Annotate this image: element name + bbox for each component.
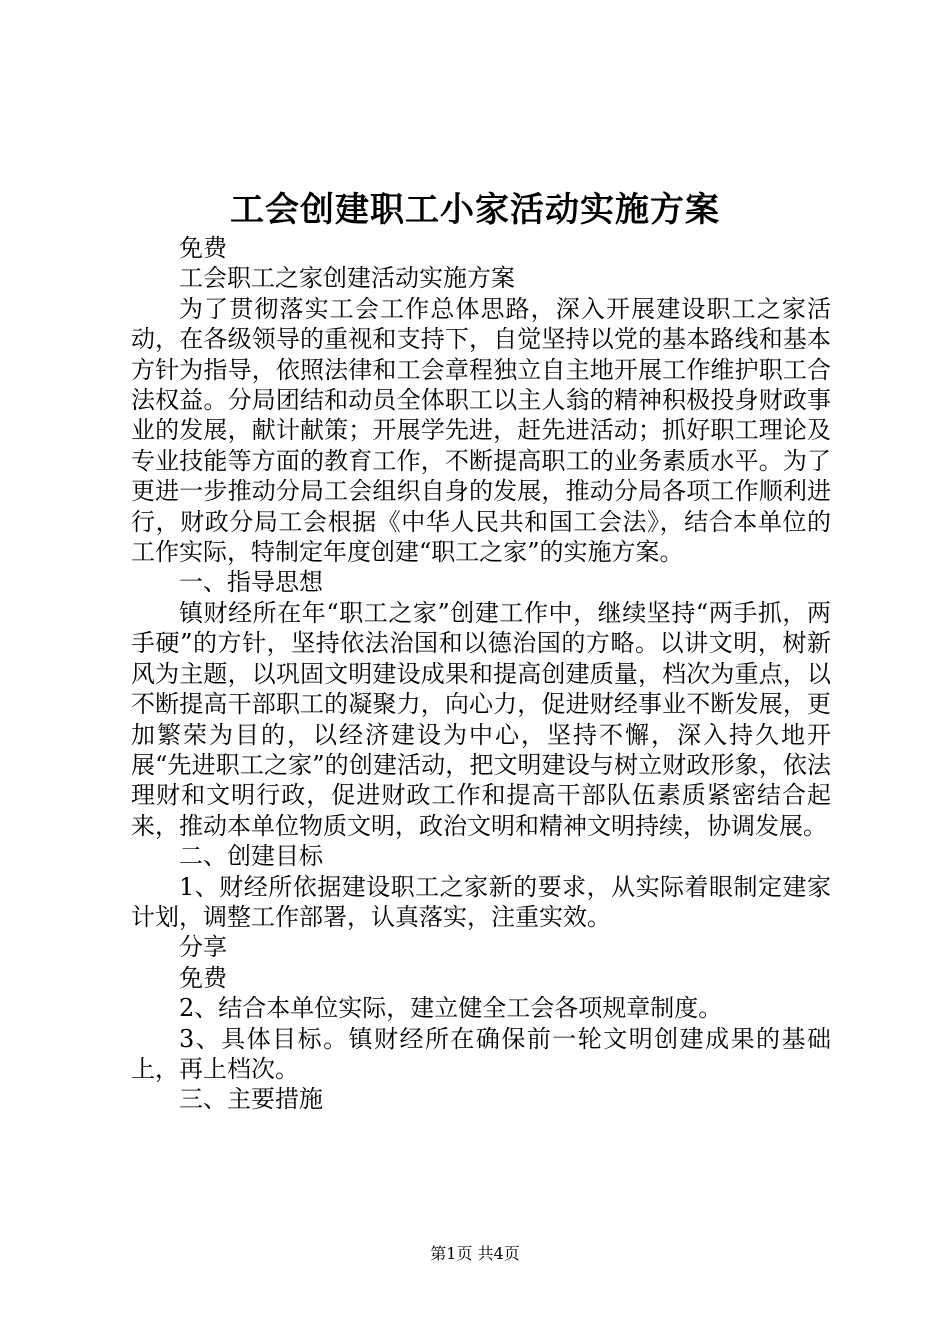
paragraph-subtitle: 工会职工之家创建活动实施方案 xyxy=(179,264,515,293)
paragraph-goal-1: 1、财经所依据建设职工之家新的要求，从实际着眼制定建家计划，调整工作部署，认真落实，注重实效。 xyxy=(131,872,831,931)
section-heading-guiding-ideology: 一、指导思想 xyxy=(179,568,323,597)
page-total: 共4页 xyxy=(477,1244,520,1263)
paragraph-guiding-ideology: 镇财经所在年“职工之家”创建工作中，继续坚持“两手抓，两手硬”的方针，坚持依法治国和以德治国的方略。以讲文明，树新风为主题，以巩固文明建设成果和提高创建质量，档次为重点，以不断提高干部职工的凝聚力，向心力，促进财经事业不断发展，更加繁荣为目的，以经济建设为中心，坚持不懈，深入持久地开展“先进职工之家”的创建活动，把文明建设与树立财政形象，依法理财和文明行政，促进财政工作和提高干部队伍素质紧密结合起来，推动本单位物质文明，政治文明和精神文明持续，协调发展。 xyxy=(131,598,831,840)
section-heading-measures: 三、主要措施 xyxy=(179,1085,323,1114)
paragraph-intro: 为了贯彻落实工会工作总体思路，深入开展建设职工之家活动，在各级领导的重视和支持下，自觉坚持以党的基本路线和基本方针为指导，依照法律和工会章程独立自主地开展工作维护职工合法权益。分局团结和动员全体职工以主人翁的精神积极投身财政事业的发展，献计献策；开展学先进，赶先进活动；抓好职工理论及专业技能等方面的教育工作，不断提高职工的业务素质水平。为了更进一步推动分局工会组织自身的发展，推动分局各项工作顺利进行，财政分局工会根据《中华人民共和国工会法》，结合本单位的工作实际，特制定年度创建“职工之家”的实施方案。 xyxy=(131,294,831,567)
page-number: 第1页 xyxy=(430,1244,473,1263)
paragraph-goal-2: 2、结合本单位实际，建立健全工会各项规章制度。 xyxy=(179,994,723,1023)
paragraph-share-label: 分享 xyxy=(179,933,227,962)
page-footer xyxy=(0,1242,950,1266)
paragraph-free-label-2: 免费 xyxy=(179,963,227,992)
paragraph-free-label-1: 免费 xyxy=(179,234,227,262)
paragraph-goal-3: 3、具体目标。镇财经所在确保前一轮文明创建成果的基础上，再上档次。 xyxy=(131,1024,831,1083)
section-heading-goals: 二、创建目标 xyxy=(179,842,323,871)
document-body xyxy=(131,233,831,1115)
page-title: 工会创建职工小家活动实施方案 xyxy=(230,190,720,230)
